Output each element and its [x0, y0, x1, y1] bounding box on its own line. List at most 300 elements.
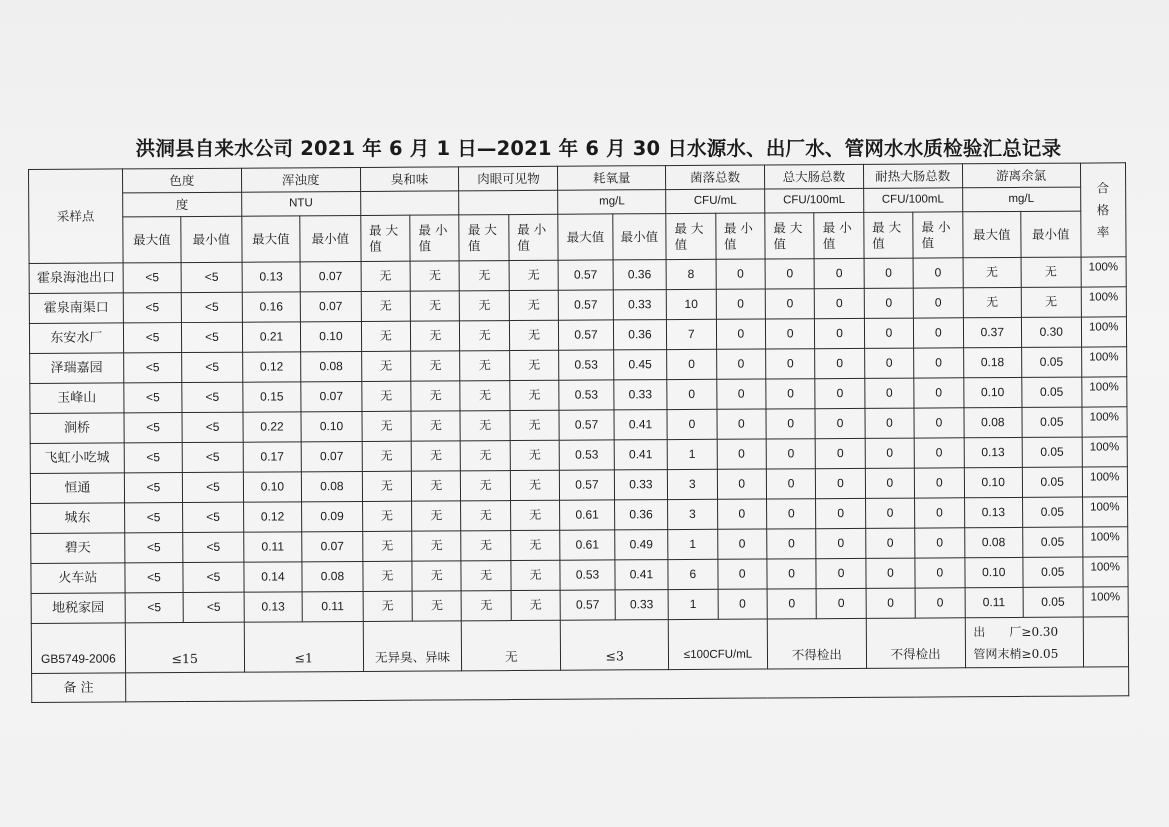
table-cell: 0.07	[300, 261, 361, 291]
qualified-rate-cell: 100%	[1082, 497, 1128, 527]
table-cell: 无	[411, 441, 461, 471]
standard-colony: ≤100CFU/mL	[668, 619, 767, 670]
table-cell: 0.05	[1022, 437, 1082, 467]
table-cell: 0	[718, 589, 768, 619]
table-cell: 0	[914, 438, 964, 468]
table-cell: 无	[412, 561, 462, 591]
table-cell: 0.10	[964, 557, 1023, 587]
unit-color: 度	[122, 192, 241, 217]
table-cell: 无	[510, 380, 560, 410]
table-cell: 3	[668, 499, 718, 529]
table-cell: 0	[864, 288, 914, 318]
table-cell: 0	[915, 588, 965, 618]
table-cell: 0	[766, 409, 816, 439]
table-cell: 0.61	[560, 500, 615, 530]
table-cell: 0.07	[301, 381, 362, 411]
table-cell: 0.10	[301, 411, 362, 441]
table-cell: 0	[864, 258, 914, 288]
table-cell: 0	[865, 408, 915, 438]
table-cell: 0	[717, 499, 767, 529]
standard-odor: 无异臭、异味	[363, 621, 462, 672]
table-cell: 0.16	[242, 292, 301, 322]
table-cell: 无	[361, 321, 411, 351]
table-cell: 无	[509, 320, 559, 350]
table-cell: 0	[914, 408, 964, 438]
table-cell: 0	[915, 558, 965, 588]
header-max-split: 最 大 值	[864, 212, 914, 258]
table-cell: 无	[362, 471, 412, 501]
table-cell: 0.10	[301, 321, 362, 351]
table-cell: 1	[667, 439, 717, 469]
table-cell: 0	[913, 288, 963, 318]
table-cell: 无	[460, 411, 510, 441]
table-cell: <5	[124, 383, 183, 413]
table-cell: 无	[963, 257, 1022, 287]
table-cell: 0	[816, 498, 866, 528]
unit-odor	[360, 191, 459, 216]
table-cell: 0.57	[559, 410, 614, 440]
sampling-point-name: 涧桥	[30, 413, 124, 444]
table-cell: <5	[123, 353, 182, 383]
table-cell: 0.57	[560, 470, 615, 500]
table-cell: <5	[124, 503, 183, 533]
table-cell: 无	[510, 500, 560, 530]
unit-visible	[459, 190, 558, 215]
table-cell: 无	[411, 351, 461, 381]
table-cell: 无	[509, 260, 559, 290]
table-cell: 0	[915, 498, 965, 528]
header-max: 最大值	[242, 216, 301, 262]
table-cell: 无	[411, 381, 461, 411]
sampling-point-name: 东安水厂	[29, 323, 123, 354]
table-cell: 0.11	[965, 587, 1024, 617]
table-cell: 无	[510, 440, 560, 470]
sampling-point-name: 飞虹小吃城	[30, 443, 124, 474]
water-quality-table	[28, 162, 1129, 703]
table-cell: 0	[767, 589, 817, 619]
table-cell: <5	[183, 562, 244, 592]
table-cell: 10	[666, 289, 716, 319]
sampling-point-name: 霍泉南渠口	[29, 293, 123, 324]
header-min: 最小值	[1021, 211, 1081, 257]
standard-turbidity: ≤1	[244, 621, 363, 672]
table-cell: 0.14	[244, 562, 303, 592]
table-cell: 0.05	[1023, 527, 1083, 557]
unit-chlorine: mg/L	[962, 187, 1080, 212]
qualified-rate-cell: 100%	[1082, 557, 1128, 587]
standard-row	[31, 617, 1128, 674]
table-cell: 无	[412, 501, 462, 531]
table-cell: 0	[716, 379, 766, 409]
table-cell: 0.13	[964, 437, 1023, 467]
header-qualified-rate	[1080, 163, 1126, 257]
header-oxygen: 耗氧量	[558, 166, 666, 191]
standard-visible: 无	[462, 620, 561, 671]
table-cell: 0	[667, 409, 717, 439]
table-cell: 0.05	[1022, 407, 1082, 437]
table-cell: <5	[182, 412, 243, 442]
table-cell: 无	[511, 590, 561, 620]
table-cell: <5	[125, 563, 184, 593]
table-cell: 0.11	[302, 591, 363, 621]
table-cell: 无	[412, 591, 462, 621]
table-cell: 0.07	[300, 291, 361, 321]
remark-content	[125, 667, 1128, 702]
table-cell: <5	[124, 443, 183, 473]
table-cell: 0	[717, 439, 767, 469]
table-cell: 无	[410, 291, 460, 321]
table-cell: 0	[767, 529, 817, 559]
table-cell: 0.61	[560, 530, 615, 560]
table-cell: 6	[668, 559, 718, 589]
standard-thermo: 不得检出	[866, 618, 965, 669]
table-cell: 0	[815, 348, 865, 378]
table-cell: 0	[816, 558, 866, 588]
table-cell: 无	[460, 321, 510, 351]
header-min-split: 最 小 值	[913, 212, 963, 258]
table-cell: 0.57	[559, 320, 614, 350]
table-cell: 无	[361, 381, 411, 411]
table-cell: 0.05	[1022, 377, 1082, 407]
table-cell: 0	[914, 348, 964, 378]
page-title: 洪洞县自来水公司 2021 年 6 月 1 日—2021 年 6 月 30 日水源水、出厂水、管网水水质检验汇总记录	[135, 137, 1062, 160]
table-cell: 无	[511, 530, 561, 560]
table-cell: 无	[461, 471, 511, 501]
qualified-rate-cell: 100%	[1081, 317, 1127, 347]
table-cell: 0.18	[963, 347, 1022, 377]
table-cell: 0	[815, 288, 865, 318]
table-cell: 0.57	[558, 260, 613, 290]
table-cell: 0.05	[1023, 557, 1083, 587]
sampling-point-name: 玉峰山	[30, 383, 124, 414]
table-cell: 无	[362, 411, 412, 441]
table-cell: 0.10	[963, 377, 1022, 407]
table-cell: 无	[461, 531, 511, 561]
table-cell: 0.30	[1021, 317, 1081, 347]
table-cell: 无	[1021, 257, 1081, 287]
sampling-point-name: 城东	[31, 503, 125, 534]
sampling-point-name: 霍泉海池出口	[29, 263, 123, 294]
table-cell: 无	[963, 287, 1022, 317]
table-cell: 0	[914, 378, 964, 408]
table-cell: 0	[914, 468, 964, 498]
table-cell: 无	[361, 291, 411, 321]
table-cell: 0	[667, 349, 717, 379]
table-cell: <5	[124, 413, 183, 443]
sampling-point-name: 泽瑞嘉园	[30, 353, 124, 384]
sampling-point-name: 恒通	[30, 473, 124, 504]
table-cell: 0	[865, 438, 915, 468]
table-cell: 0.57	[560, 590, 615, 620]
table-cell: 0	[717, 529, 767, 559]
table-cell: 无	[363, 591, 413, 621]
table-cell: <5	[183, 472, 244, 502]
unit-oxygen: mg/L	[558, 190, 666, 215]
table-cell: 0	[864, 348, 914, 378]
table-cell: 0	[765, 289, 815, 319]
table-cell: 0	[716, 319, 766, 349]
table-cell: 无	[1021, 287, 1081, 317]
table-cell: 0	[815, 408, 865, 438]
header-min-split: 最 小 值	[509, 214, 559, 260]
table-cell: 无	[362, 531, 412, 561]
header-max: 最大值	[123, 217, 182, 263]
table-cell: 0.33	[614, 380, 668, 410]
table-cell: 0.36	[613, 320, 667, 350]
table-cell: 0	[866, 588, 916, 618]
table-cell: 0.05	[1022, 347, 1082, 377]
table-cell: 0	[766, 379, 816, 409]
table-cell: 0	[864, 318, 914, 348]
qualified-rate-cell: 100%	[1081, 287, 1127, 317]
table-cell: 0	[816, 468, 866, 498]
table-cell: 0.53	[559, 350, 614, 380]
table-cell: 0.37	[963, 317, 1022, 347]
table-cell: 0.08	[302, 561, 363, 591]
table-cell: 0.41	[614, 410, 668, 440]
table-cell: 0	[667, 379, 717, 409]
table-cell: 0.15	[243, 382, 302, 412]
header-odor: 臭和味	[360, 167, 459, 192]
table-cell: 0	[815, 318, 865, 348]
sampling-point-name: 火车站	[31, 563, 125, 594]
table-cell: 无	[510, 410, 560, 440]
table-cell: <5	[123, 293, 182, 323]
table-cell: 无	[411, 471, 461, 501]
table-cell: <5	[125, 593, 184, 623]
table-cell: 0	[717, 469, 767, 499]
header-coliform: 总大肠总数	[764, 164, 863, 189]
table-cell: 0	[717, 409, 767, 439]
header-colony: 菌落总数	[666, 165, 765, 190]
standard-label: GB5749-2006	[31, 623, 125, 674]
table-cell: 0.53	[559, 440, 614, 470]
header-thermo: 耐热大肠总数	[863, 164, 962, 189]
header-max: 最大值	[558, 214, 613, 260]
standard-rate-empty	[1083, 617, 1129, 667]
table-cell: 0	[815, 378, 865, 408]
table-cell: 0	[816, 528, 866, 558]
qualified-rate-cell: 100%	[1081, 377, 1127, 407]
table-cell: 无	[362, 441, 412, 471]
table-cell: 0	[865, 468, 915, 498]
header-min: 最小值	[613, 214, 667, 260]
table-cell: 3	[668, 469, 718, 499]
table-cell: 0.08	[301, 351, 362, 381]
table-cell: <5	[182, 442, 243, 472]
table-cell: 0.11	[243, 532, 302, 562]
table-cell: <5	[182, 352, 243, 382]
table-cell: 8	[666, 259, 716, 289]
standard-coliform: 不得检出	[767, 618, 866, 669]
header-color: 色度	[122, 168, 241, 193]
table-cell: 0.17	[243, 442, 302, 472]
table-cell: 0.49	[614, 530, 668, 560]
table-cell: 0.57	[559, 290, 614, 320]
table-cell: 0.05	[1023, 497, 1083, 527]
header-min: 最小值	[300, 215, 361, 261]
table-cell: 无	[412, 531, 462, 561]
table-cell: <5	[182, 322, 243, 352]
table-cell: 无	[510, 470, 560, 500]
table-cell: 0	[766, 499, 816, 529]
table-cell: 0	[767, 559, 817, 589]
table-cell: 无	[461, 561, 511, 591]
table-cell: <5	[183, 592, 244, 622]
header-min-split: 最 小 值	[715, 213, 765, 259]
standard-oxygen: ≤3	[561, 620, 669, 671]
header-max-split: 最 大 值	[666, 213, 716, 259]
table-cell: 0	[765, 259, 815, 289]
table-cell: <5	[183, 532, 244, 562]
table-cell: 无	[511, 560, 561, 590]
table-cell: 无	[363, 561, 413, 591]
table-cell: 无	[361, 261, 411, 291]
table-cell: 0.05	[1023, 587, 1083, 617]
table-cell: 无	[460, 291, 510, 321]
remark-label: 备 注	[32, 673, 126, 703]
qualified-rate-cell: 100%	[1081, 257, 1127, 287]
table-cell: 0.08	[302, 471, 363, 501]
table-cell: 无	[410, 261, 460, 291]
header-min: 最小值	[181, 216, 242, 262]
header-sampling-point: 采样点	[29, 169, 123, 264]
table-cell: <5	[181, 262, 242, 292]
header-min-split: 最 小 值	[410, 215, 460, 261]
table-cell: 无	[462, 591, 512, 621]
header-turbidity: 浑浊度	[241, 167, 360, 192]
qualified-rate-cell: 100%	[1081, 407, 1127, 437]
table-cell: 0	[717, 559, 767, 589]
qualified-rate-cell: 100%	[1082, 527, 1128, 557]
table-cell: 0	[716, 289, 766, 319]
table-cell: 0	[716, 349, 766, 379]
table-cell: 0.53	[559, 380, 614, 410]
table-cell: 1	[668, 529, 718, 559]
table-cell: 0.09	[302, 501, 363, 531]
report-table-wrap	[28, 162, 1129, 703]
table-body	[29, 163, 1129, 703]
table-cell: 0.21	[242, 322, 301, 352]
qualified-rate-cell: 100%	[1082, 437, 1128, 467]
table-cell: 无	[461, 501, 511, 531]
table-cell: 0	[914, 318, 964, 348]
table-cell: 0.10	[243, 472, 302, 502]
table-cell: <5	[124, 473, 183, 503]
unit-coliform: CFU/100mL	[765, 188, 864, 213]
header-max-split: 最 大 值	[360, 215, 410, 261]
standard-chlorine-factory: 出 厂≥0.30	[973, 624, 1059, 639]
header-row-maxmin	[29, 211, 1126, 264]
table-cell: 0.45	[613, 350, 667, 380]
table-cell: 0	[866, 558, 916, 588]
table-cell: 0.22	[243, 412, 302, 442]
table-cell: 0.07	[301, 441, 362, 471]
sampling-point-name: 碧天	[31, 533, 125, 564]
header-chlorine: 游离余氯	[962, 163, 1080, 188]
sampling-point-name: 地税家园	[31, 593, 125, 624]
table-cell: 0.13	[964, 497, 1023, 527]
table-cell: <5	[123, 323, 182, 353]
table-cell: 无	[461, 441, 511, 471]
table-cell: 0	[865, 378, 915, 408]
table-cell: 0	[766, 439, 816, 469]
table-cell: 无	[509, 290, 559, 320]
table-cell: 0.33	[613, 290, 667, 320]
table-cell: 0	[766, 349, 816, 379]
header-max-split: 最 大 值	[765, 213, 815, 259]
qualified-rate-cell: 100%	[1082, 467, 1128, 497]
table-cell: 0.08	[964, 407, 1023, 437]
remark-row	[32, 667, 1129, 703]
standard-color: ≤15	[125, 622, 244, 673]
table-cell: 0.33	[614, 470, 668, 500]
table-cell: 无	[460, 381, 510, 411]
table-cell: 0	[816, 438, 866, 468]
table-cell: 0	[865, 528, 915, 558]
table-cell: 0.08	[964, 527, 1023, 557]
qualified-rate-label: 合格率	[1096, 179, 1110, 239]
table-cell: <5	[124, 533, 183, 563]
table-cell: 无	[509, 350, 559, 380]
unit-colony: CFU/mL	[666, 189, 765, 214]
table-cell: 0	[814, 258, 864, 288]
table-cell: 0.12	[242, 352, 301, 382]
table-cell: 无	[460, 261, 510, 291]
table-cell: 0	[913, 258, 963, 288]
table-cell: 无	[411, 411, 461, 441]
table-cell: <5	[182, 382, 243, 412]
table-cell: 1	[668, 589, 718, 619]
unit-turbidity: NTU	[241, 191, 360, 216]
table-cell: 0.12	[243, 502, 302, 532]
standard-chlorine	[965, 617, 1083, 668]
header-max-split: 最 大 值	[459, 215, 509, 261]
qualified-rate-cell: 100%	[1081, 347, 1127, 377]
table-cell: <5	[181, 292, 242, 322]
table-cell: 0.13	[244, 592, 303, 622]
header-max: 最大值	[962, 211, 1021, 257]
table-cell: 0.53	[560, 560, 615, 590]
table-cell: <5	[123, 263, 182, 293]
unit-thermo: CFU/100mL	[863, 188, 962, 213]
header-visible: 肉眼可见物	[459, 166, 558, 191]
table-cell: 0.41	[615, 560, 669, 590]
table-cell: 无	[411, 321, 461, 351]
table-cell: 0.36	[614, 500, 668, 530]
table-cell: 7	[667, 319, 717, 349]
table-cell: 0.13	[242, 262, 301, 292]
table-cell: 0	[915, 528, 965, 558]
table-cell: 无	[460, 351, 510, 381]
standard-chlorine-network: 管网末梢≥0.05	[973, 646, 1059, 661]
table-cell: 0.05	[1022, 467, 1082, 497]
table-cell: 0.07	[302, 531, 363, 561]
table-cell: 0	[765, 319, 815, 349]
table-cell: 0	[816, 588, 866, 618]
table-cell: 0.41	[614, 440, 668, 470]
header-min-split: 最 小 值	[814, 212, 864, 258]
qualified-rate-cell: 100%	[1083, 587, 1129, 617]
table-cell: 0	[716, 259, 766, 289]
table-cell: 无	[362, 501, 412, 531]
table-cell: 0.10	[964, 467, 1023, 497]
table-cell: 0	[766, 469, 816, 499]
table-cell: 0.33	[615, 590, 669, 620]
table-cell: 0	[865, 498, 915, 528]
table-cell: <5	[183, 502, 244, 532]
table-cell: 0.36	[613, 260, 667, 290]
